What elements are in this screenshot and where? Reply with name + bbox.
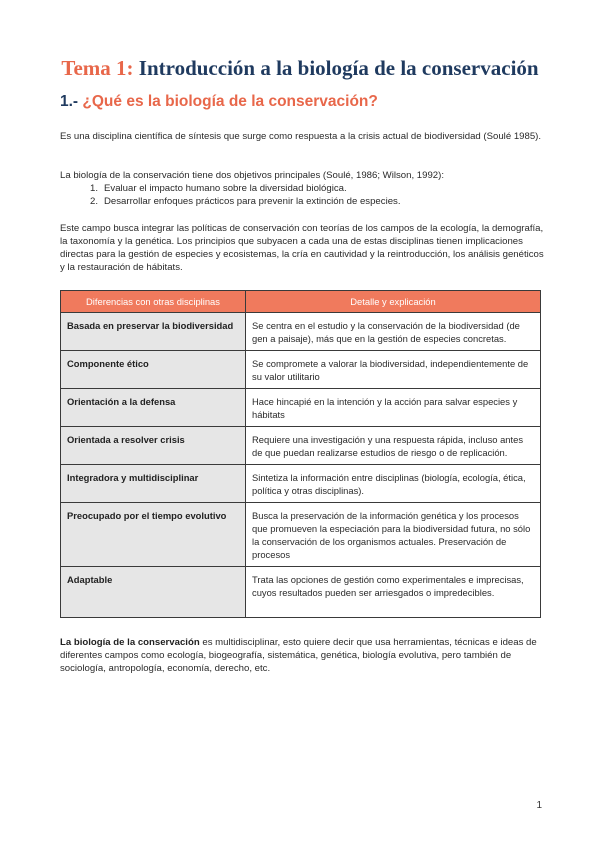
paragraph-rest: es multidisciplinar, esto quiere decir que usa herramientas, técnicas e ideas de diferentes campos como ecología, biogeografía, sistemática, genética, biología evolutiva, pero también de sociología, antropología, economía, derecho, etc. [60,637,537,674]
table-cell-label: Adaptable [61,567,246,618]
title-prefix: Tema 1: [61,56,134,80]
list-item [60,195,545,208]
section-heading-text: ¿Qué es la biología de la conservación? [78,93,378,110]
list-item-text: Evaluar el impacto humano sobre la diversidad biológica. [104,183,347,194]
paragraph-objectives-intro: La biología de la conservación tiene dos objetivos principales (Soulé, 1986; Wilson, 1992): [60,170,444,181]
paragraph-definition: Es una disciplina científica de síntesis que surge como respuesta a la crisis actual de biodiversidad (Soulé 1985). [60,131,542,142]
list-item [60,182,545,195]
list-item-text: Desarrollar enfoques prácticos para prevenir la extinción de especies. [104,196,401,207]
table-cell-detail: Busca la preservación de la información genética y los procesos que promueven la especiación para la biodiversidad futura, no sólo la conservación de los organismos actuales. Preservación de procesos [246,503,541,567]
table-cell-detail: Se compromete a valorar la biodiversidad, independientemente de su valor utilitario [246,351,541,389]
table-row [61,313,541,351]
table-row [61,503,541,567]
table-cell-detail: Requiere una investigación y una respuesta rápida, incluso antes de que puedan realizarse estudios de riesgo o de replicación. [246,427,541,465]
table-header-details: Detalle y explicación [246,291,541,313]
list-item-number: 2. [89,196,98,207]
table-cell-label: Basada en preservar la biodiversidad [61,313,246,351]
differences-table [60,290,541,618]
objectives-list [60,182,545,208]
list-item-number: 1. [89,183,98,194]
table-row [61,389,541,427]
table-row [61,427,541,465]
section-number: 1.- [60,93,79,110]
paragraph-multidisciplinary [60,636,545,675]
paragraph-lead-bold: La biología de la conservación [60,637,200,648]
table-cell-label: Componente ético [61,351,246,389]
table-header-differences: Diferencias con otras disciplinas [61,291,246,313]
table-cell-label: Orientada a resolver crisis [61,427,246,465]
table-cell-detail: Sintetiza la información entre disciplinas (biología, ecología, ética, política y otras disciplinas). [246,465,541,503]
page-title [0,56,600,81]
table-cell-detail: Se centra en el estudio y la conservación de la biodiversidad (de gen a paisaje), más que en la gestión de especies concretas. [246,313,541,351]
table-cell-label: Orientación a la defensa [61,389,246,427]
table-row [61,351,541,389]
title-text: Introducción a la biología de la conservación [133,56,539,80]
table-header-row [61,291,541,313]
section-heading [60,93,378,111]
table-cell-detail: Trata las opciones de gestión como experimentales e imprecisas, cuyos resultados pueden ser arriesgados o impredecibles. [246,567,541,618]
table-cell-label: Preocupado por el tiempo evolutivo [61,503,246,567]
page-number: 1 [536,800,542,811]
paragraph-integration: Este campo busca integrar las políticas de conservación con teorías de los campos de la ecología, la demografía, la taxonomía y la genética. Los principios que subyacen a cada una de estas disciplinas tienen implicaciones directas para la gestión de especies y ecosistemas, la cría en cautividad y la reintroducción, los análisis genéticos y la restauración de hábitats. [60,223,544,273]
table-cell-label: Integradora y multidisciplinar [61,465,246,503]
table-row [61,567,541,618]
table-cell-detail: Hace hincapié en la intención y la acción para salvar especies y hábitats [246,389,541,427]
table-row [61,465,541,503]
